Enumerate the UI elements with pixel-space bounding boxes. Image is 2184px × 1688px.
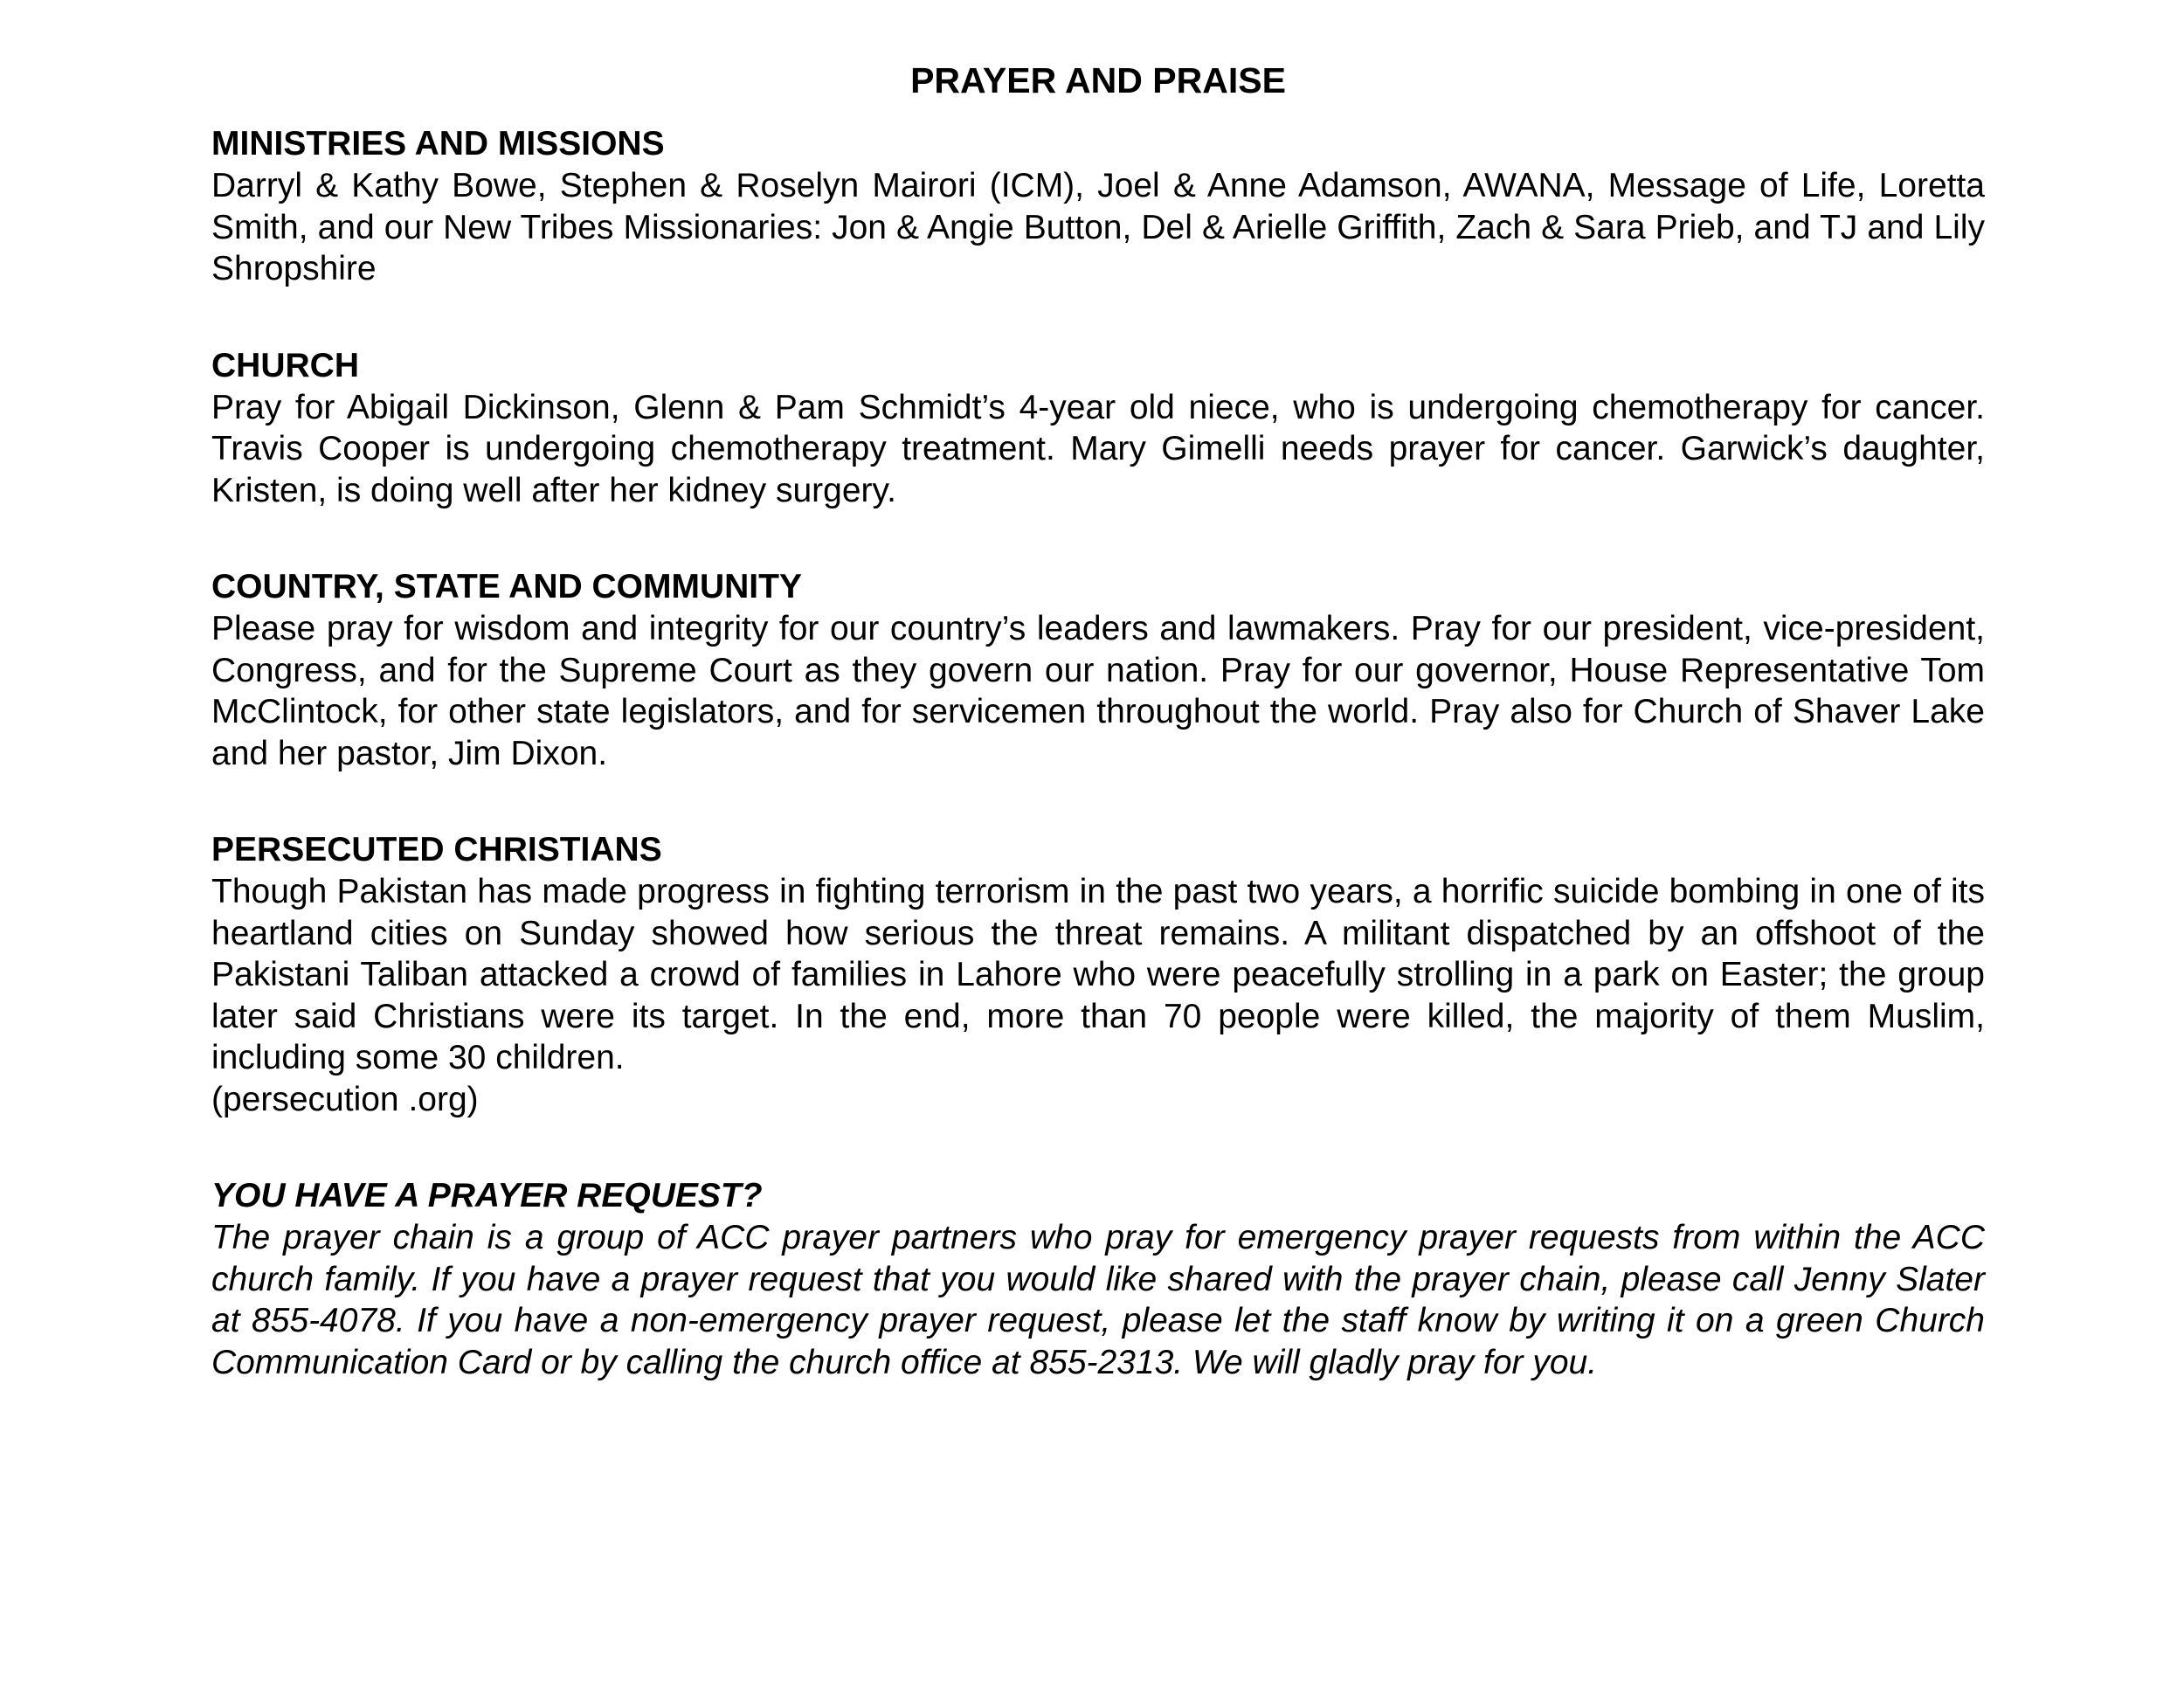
page-title: PRAYER AND PRAISE xyxy=(910,60,1286,100)
section-prayer-request xyxy=(211,1175,1985,1383)
section-heading: PERSECUTED CHRISTIANS xyxy=(211,831,662,868)
section-church xyxy=(211,345,1985,512)
section-body: Please pray for wisdom and integrity for our country’s leaders and lawmakers. Pray for our president, vice-president, Congress, and for the Supreme Court as they govern our nation. Pray for our governor, House Representative Tom McClintock, for other state legislators, and for servicemen throughout the world. Pray also for Church of Shaver Lake and her pastor, Jim Dixon. xyxy=(211,610,1985,772)
section-body: Darryl & Kathy Bowe, Stephen & Roselyn Mairori (ICM), Joel & Anne Adamson, AWANA, Message of Life, Loretta Smith, and our New Tribes Missionaries: Jon & Angie Button, Del & Arielle Griffith, Zach & Sara Prieb, and TJ and Lily Shropshire xyxy=(211,167,1985,287)
section-country-state-community xyxy=(211,566,1985,774)
section-persecuted-christians xyxy=(211,829,1985,1120)
source-citation: (persecution .org) xyxy=(211,1080,479,1118)
document-page xyxy=(211,54,1985,1438)
section-heading: YOU HAVE A PRAYER REQUEST? xyxy=(211,1177,763,1214)
section-body: Pray for Abigail Dickinson, Glenn & Pam Schmidt’s 4-year old niece, who is undergoing chemotherapy for cancer. Travis Cooper is undergoing chemotherapy treatment. Mary Gimelli needs prayer for cancer. Garwick’s daughter, Kristen, is doing well after her kidney surgery. xyxy=(211,388,1985,509)
section-heading: MINISTRIES AND MISSIONS xyxy=(211,125,665,163)
section-body: The prayer chain is a group of ACC prayer partners who pray for emergency prayer requests from within the ACC church family. If you have a prayer request that you would like shared with the prayer chain, please call Jenny Slater at 855-4078. If you have a non-emergency prayer request, please let the staff know by writing it on a green Church Communication Card or by calling the church office at 855-2313. We will gladly pray for you. xyxy=(211,1219,1985,1381)
section-heading: COUNTRY, STATE AND COMMUNITY xyxy=(211,568,802,605)
section-heading: CHURCH xyxy=(211,346,359,384)
section-body: Though Pakistan has made progress in fighting terrorism in the past two years, a horrific suicide bombing in one of its heartland cities on Sunday showed how serious the threat remains. A militant dispatched by an offshoot of the Pakistani Taliban attacked a crowd of families in Lahore who were peacefully strolling in a park on Easter; the group later said Christians were its target. In the end, more than 70 people were killed, the majority of them Muslim, including some 30 children. xyxy=(211,873,1985,1076)
section-ministries-and-missions xyxy=(211,123,1985,290)
